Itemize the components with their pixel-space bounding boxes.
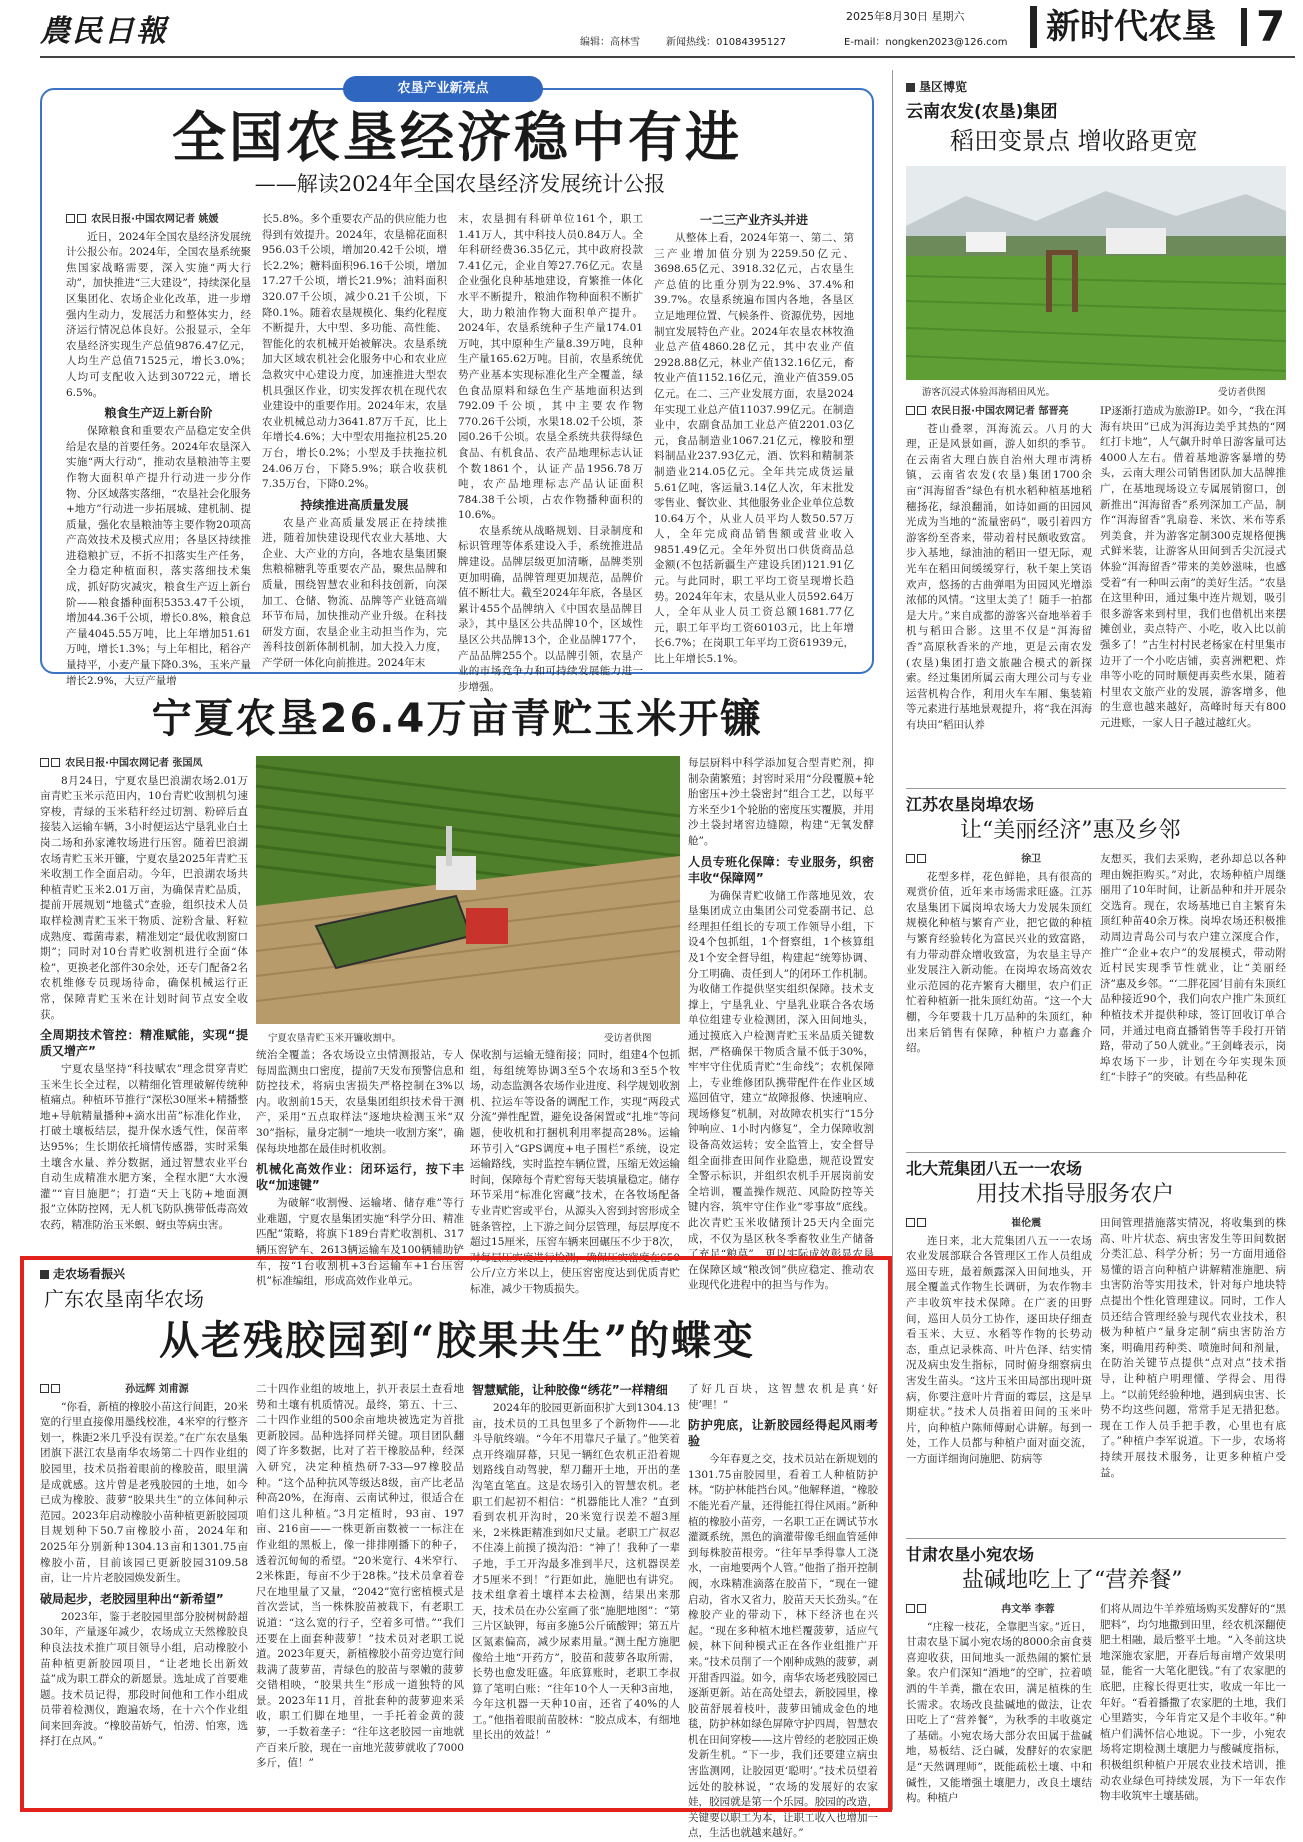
guangdong-heading-protect: 防护兜底，让新胶园经得起风雨考验 bbox=[688, 1418, 878, 1449]
ningxia-harvest-photo bbox=[256, 756, 680, 1024]
guangdong-byline: 孙远辉 刘甫源 bbox=[125, 1384, 189, 1395]
section-title: 新时代农垦 bbox=[1046, 7, 1216, 47]
guangdong-heading-smart: 智慧赋能，让种胶像“绣花”一样精细 bbox=[472, 1383, 668, 1397]
guangdong-col2-text: 二十四作业组的坡地上，扒开表层土查看地势和土壤有机质情况。最终，第五、十三、二十四作业组的500余亩地块被选定为首批更新胶园。品种选择同样关键。项目团队翻阅了许多数据，比对了若干橡胶品种，经深入研究，决定种植热研7-33—97橡胶品种。“这个品种抗风等级达8级，亩产比老品种高20%，在海南、云南试种过，很适合在咱们这儿种植。”3月定植时，93亩、197亩、216亩——一株更新亩数被一一标注在作业组的黑板上，像一排排刚播下的种子，透着沉甸甸的希望。“20米宽行、4米窄行、2米株距，每亩不少于28株。”技术员拿着卷尺在地里量了又量，“2042”宽行密植模式是首次尝试，当一株株胶苗被栽下，有老职工说道：“这么宽的行子，空着多可惜。”“我们还要在上面套种菠萝！”技术员对老职工说道。2023年夏天，新植橡胶小苗旁边宽行间栽满了菠萝苗，青绿色的胶苗与翠嫩的菠萝交错相映，“胶果共生”形成一道独特的风景。2023年11月，首批套种的菠萝迎来采收，职工们脚在地里，一手托着金黄的菠萝，一手数着垄子：“往年这老胶园一亩地就产百来斤胶，现在一亩地光菠萝就收了7000多斤，值！” bbox=[256, 1383, 464, 1770]
contact-email[interactable]: E-mail：nongken2023@126.com bbox=[844, 37, 1008, 48]
page-number: 7 bbox=[1256, 2, 1286, 51]
gansu-column-1 bbox=[906, 1602, 1092, 1810]
guangdong-column-1 bbox=[40, 1382, 248, 1802]
guangdong-col4b-text: 今年春夏之交，技术员站在新规划的1301.75亩胶园里，看着工人种植防护林。“防护林能挡台风。”他解释道，“橡胶不能光看产量，还得能扛得住风雨。”新种植的橡胶小苗旁，一名职工正在调试节水灌溉系统，黑色的滴灌带像毛细血管延伸到每株胶苗根旁。“往年旱季得靠人工浇水，一亩地要两个人管。”他指了指开控制阀，水珠精准滴落在胶苗下，“现在一键启动，省水又省力，胶苗天天长劲头。”在橡胶产业的带动下，林下经济也在兴起。“现在多种植木地栏覆菠萝，适应气候，林下间种模式正在各作业组推广开来。”技术员削了一个刚种成熟的菠萝，剥开甜香四溢。如今，南华农场老残胶园已逐渐更新。站在高处望去，新胶园里，橡胶苗舒展着枝叶，菠萝田铺成金色的地毯，防护林如绿色屏障守护四周，智慧农机在田间穿梭——这片曾经的老胶园正焕发新生机。“下一步，我们还要建立病虫害监测网，让胶园更‘聪明’。”技术员望着远处的胶林说，“农场的发展好的农家娃，胶园就是第一个乐园。胶园的改造，关键要以职工为本，让职工收入也增加一点，生活也就越来越好。” bbox=[688, 1453, 878, 1840]
ningxia-column-2 bbox=[256, 1048, 464, 1288]
ningxia-col1b-text: 宁夏农垦坚持“科技赋农”理念贯穿青贮玉米生长全过程，以精细化管理破解传统种植痛点。种植环节推行“深松30厘米+精播整地+导航精量播种+滴水出苗”标准化作业，打破土壤板结层，提升保水透气性，保苗率达95%；生长期依托墒情传感器，实时采集土壤含水量、养分数据，通过智慧农业平台自动生成精准水肥方案，全程水肥“大水漫灌”“盲目施肥”；打造“天上飞防+地面测报”立体防控网，无人机飞防队携带低毒高效农药，精准防治玉米螟、蚜虫等病虫害。 bbox=[40, 1063, 248, 1232]
gansu-byline: 冉文举 李蓉 bbox=[1001, 1604, 1055, 1615]
beidahuang-title: 用技术指导服务农户 bbox=[976, 1182, 1175, 1207]
ningxia-column-4 bbox=[688, 756, 874, 1292]
masthead bbox=[0, 0, 1303, 58]
jiangsu-column-1 bbox=[906, 852, 1092, 1148]
lead-col2-text: 长5.8%。多个重要农产品的供应能力也得到有效提升。2024年，农垦棉花面积956.03千公顷，增加20.42千公顷，增长2.2%；糖料面积96.16千公顷，增加17.27千公顷，增长21.9%；油料面积320.07千公顷，减少0.21千公顷，下降0.1%。随着农垦规模化、集约化程度不断提升，大中型、多功能、高性能、智能化的农机械开始被解决。农垦系统加大区域农机社会化服务中心和农业应急救灾中心建设力度，加速推进大型农机具强区作业，切实发挥农机在现代农业建设中的重要作用。2024年末，农垦农业机械总动力3641.87万千瓦，比上年增长4.6%；大中型农用拖拉机25.20万台，增长0.2%；小型及手扶拖拉机24.06万台，下降5.9%；联合收获机7.35万台，下降0.2%。 bbox=[262, 213, 447, 491]
yunnan-column-1 bbox=[906, 404, 1092, 782]
gansu-column-2 bbox=[1100, 1602, 1286, 1810]
guangdong-col3-text: 2024年的胶园更新面积扩大到1304.13亩，技术员的工具包里多了个新物件——北斗导航终端。“今年不用靠尺子量了。”他笑着点开终端屏幕，只见一辆红色农机正沿着规划路线自动驾驶，犁刀翻开土地，开出的垄沟笔直笔直。这是农场引入的智慧农机。老职工们起初不相信：“机器能比人准？”直到看到农机开沟时，20米宽行误差不超3厘米，2米株距精准到如尺丈量。老职工广叔忍不住凑上前摸了摸沟沿：“神了！我种了一辈子地，手工开沟最多准到半尺，这机器误差才5厘米不到！”行距如此，施肥也有讲究。技术组拿着土壤样本去检测，结果出来那天，技术员在办公室画了张“施肥地图”：“第三片区缺钾，每亩多施5公斤硫酸钾；第五片区氮素偏高，减少尿素用量。”测土配方施肥像给土地“开药方”，胶苗和菠萝各取所需，长势也愈发旺盛。年底算账时，老职工李叔算了笔明白账：“往年10个人一天种3亩地，今年这机器一天种10亩，还省了40%的人工。”他指着眼前苗胶林：“胶点成本，有细地里长出的效益！” bbox=[472, 1402, 680, 1742]
beidahuang-top-rule bbox=[906, 1152, 1286, 1153]
beidahuang-col2-text: 田间管理措施落实情况，将收集到的株高、叶片状态、病虫害发生等田间数据分类汇总、科学分析；另一方面用通俗易懂的语言向种植户讲解精准施肥、病虫害防治等实用技术，针对每户地块特点提出个性化管理建议。同时，工作人员还结合管理经验与现代农业技术，积极为种植户“量身定制”病虫害防治方案，明确用药种类、喷施时间和剂量，在防治关键节点提供“点对点”技术指导，让种植户明理懂、学得会、用得上。“以前凭经验种地，遇到病虫害、长势不均这些问题，常常手足无措犯愁。现在工作人员手把手教，心里也有底了。”种植户李军说道。下一步，农场将持续开展技术服务，让更多种植户受益。 bbox=[1100, 1217, 1286, 1479]
yunnan-col1-text: 苍山叠翠，洱海流云。八月的大理，正是风景如画，游人如织的季节。在云南省大理白族自治州大理市湾桥镇，云南省农发(农垦)集团1700余亩“洱海留香”绿色有机水稻种植基地稻穗扬花，绿浪翻涌，如诗如画的田园风光成为当地的“流量密码”，吸引着四方游客纷至沓来，带动着村民颇收致富。步入基地，绿油油的稻田一望无际，观光车在稻田间缓缓穿行，秋千架上笑语欢声，悠扬的古曲弹唱为田园风光增添浓郁的风情。“这里太美了！随手一拍都是大片。”来自成都的游客兴奋地举着手机与稻田合影。这里不仅是“洱海留香”高原秋香米的产地，更是云南农发(农垦)集团打造文旅融合模式的新探索。经过集团所属云南大理公司与专业运营机构合作，利用火车车厢、集装箱等元素进行基地景观提升，将“我在洱海有块田”稻田认养 bbox=[906, 422, 1092, 731]
guangdong-tag: 走农场看振兴 bbox=[40, 1265, 200, 1283]
lead-col1b-text: 保障粮食和重要农产品稳定安全供给是农垦的首要任务。2024年农垦深入实施“两大行动”，推动农垦粮油等主要作物大面积单产提升行动进一步分作物、分区域落实落细，“农垦社会化服务+地方”行动进一步拓展城、建机制、提质量，强化农垦粮油等主要作物20项高产高效技术及模式应用；各垦区持续推进稳粮扩豆，不折不扣落实生产任务，全力稳定种植面积，落实落细技术集成，抓好防灾减灾，粮食生产迈上新台阶——粮食播种面积5353.47千公顷，增加44.36千公顷，增长0.8%，粮食总产量4045.55万吨，比上年增加51.61万吨，增长1.3%；与上年相比，稻谷产量持平，小麦产量下降0.3%，玉米产量增长2.9%，大豆产量增 bbox=[66, 425, 251, 687]
ningxia-photo-caption: 宁夏农垦青贮玉米开镰收割中。 bbox=[268, 1033, 402, 1044]
issue-date: 2025年8月30日 星期六 bbox=[846, 10, 965, 23]
lead-heading-industry: 一二三产业齐头并进 bbox=[699, 213, 808, 227]
guangdong-kicker: 广东农垦南华农场 bbox=[44, 1287, 204, 1311]
yunnan-kicker: 云南农发(农垦)集团 bbox=[906, 102, 1058, 122]
lead-heading-quality: 持续推进高质量发展 bbox=[300, 497, 409, 512]
ningxia-column-3 bbox=[470, 1048, 680, 1295]
yunnan-column-2 bbox=[1100, 404, 1286, 782]
guangdong-column-4 bbox=[688, 1382, 878, 1840]
lead-title: 全国农垦经济稳中有进 bbox=[172, 106, 742, 169]
beidahuang-column-2 bbox=[1100, 1216, 1286, 1534]
masthead-rule bbox=[40, 56, 1295, 58]
lead-byline: 农民日报·中国农网记者 姚媛 bbox=[91, 214, 219, 225]
ningxia-col4b-text: 为确保青贮收储工作落地见效，农垦集团成立由集团公司党委副书记、总经理担任组长的专项工作领导小组，下设4个包抓组，1个督察组，1个核算组及1个安全督导组，构建起“统筹协调、分工明确、责任到人”的闭环工作机制。为收储工作提供坚实组织保障。技术支撑上，宁垦乳业、宁垦乳业联合各农场单位组建专业检测团，深入田间地头，通过摸底入户检测青贮玉米品质关键数据，严格确保干物质含量不低于30%，牢牢守住优质青贮“生命线”；农机保障上，专业维修团队携带配件在作业区域巡回值守，建立“故障报修、快速响应、现场修复”机制，对故障农机实行“15分钟响应、1小时内修复”，全力保障收割设备高效运转；安全监管上，安全督导组全面排查田间作业隐患，规范设置安全警示标识，并组织农机手开展岗前安全培训，覆盖操作规范、风险防控等关键内容，筑牢守住作业“零事故”底线。此次青贮玉米收储预计25天内全面完成，不仅为垦区秋冬季畜牧业生产储备了充足“粮草”，更以实际成效彰显农垦在保障区域“粮改饲”供应稳定、推动农业现代化进程中的担当与作为。 bbox=[688, 889, 874, 1292]
ningxia-byline: 农民日报·中国农网记者 张国凤 bbox=[65, 758, 203, 769]
lead-column-4 bbox=[654, 212, 854, 664]
lead-subtitle: ——解读2024年全国农垦经济发展统计公报 bbox=[254, 172, 666, 196]
gansu-title: 盐碱地吃上了“营养餐” bbox=[962, 1568, 1183, 1593]
gansu-col2-text: 们将从周边牛羊养殖场购买发酵好的“黑肥料”，均匀地撒到田里，经农机深翻使肥土相融，最后整平土地。“入冬前这块地深施农家肥，开春后每亩增产效果明显，能省一大笔化肥钱。”有了农家肥的底肥，庄稼长得更壮实，收成一年比一年好。“看着播撒了农家肥的土地，我们心里踏实，今年肯定又是个丰收年。”种植户们满怀信心地说。下一步，小宛农场将定期检测土壤肥力与酸碱度指标，积极组织种植户开展农业技术培训，推动农业绿色可持续发展，为下一年农作物丰收筑牢土壤基础。 bbox=[1100, 1603, 1286, 1803]
ningxia-heading-tech: 全周期技术管控：精准赋能，实现“提质又增产” bbox=[40, 1028, 248, 1059]
lead-col2b-text: 农垦产业高质量发展正在持续推进，随着加快建设现代农业大基地、大企业、大产业的方向，各地农垦集团聚焦粮棉糖乳等重要农产品，聚焦品牌和质量，围绕智慧农业和科技创新，向深加工、仓储、物流、品牌等产业链高端环节布局，加快推动产业升级。在科技研发方面，农垦企业主动担当作为，完善科技创新体制机制，加大投入力度，产学研一体化向前推进。2024年末 bbox=[262, 516, 447, 670]
jiangsu-byline: 徐卫 bbox=[1021, 854, 1042, 865]
jiangsu-col1-text: 花型多样，花色鲜艳，具有很高的观赏价值，近年来市场需求旺盛。江苏农垦集团下属岗埠农场大力发展朱顶红规模化种植与繁育产业，把它做的种植与繁育经验转化为富民兴业的致富路，有力带动群众增收致富，为农垦主导产业发展注入新动能。在岗埠农场高效农业示范园的花卉繁育大棚里，农户们正忙着种植新一批朱顶红幼苗。“这一个大棚，今年要栽十几万品种的朱顶红，种出来后销售有保障，种植户力嘉鑫介绍。 bbox=[906, 870, 1092, 1055]
gansu-col1-text: “庄稼一枝花，全靠肥当家。”近日，甘肃农垦下属小宛农场的8000余亩食葵喜迎收获，田间地头一派热闹的繁忙景象。农户们深知“酒地”的空旷，拉着喷洒的牛羊粪，撒在农田，满足植株的生长需求。农场改良盐碱地的做法，让农田吃上了“营养餐”，为秋季的丰收奠定了基础。小宛农场大部分农田属于盐碱地，易板结、泛白碱，发酵好的农家肥是“天然调理师”，既能疏松土壤、中和碱性，又能增强土壤肥力，改良土壤结构。种植户 bbox=[906, 1620, 1092, 1805]
guangdong-col1b-text: 2023年，鉴于老胶园里部分胶树树龄超30年，产量逐年减少，农场成立天然橡胶良种良法技术推广项目领导小组，启动橡胶小苗种植更新胶园项目，“让老地长出新效益”成为职工群众的新愿景。选址成了首要难题。技术员记得，那段时间他和工作小组成员带着检测仪，跑遍农场，在十六个作业组间来回奔波。“橡胶苗娇气，怕涝、怕寒，选择打在点风。” bbox=[40, 1610, 248, 1748]
yunnan-photo-credit: 受访者供图 bbox=[1218, 387, 1266, 398]
guangdong-column-3 bbox=[472, 1382, 680, 1802]
jiangsu-column-2 bbox=[1100, 852, 1286, 1148]
editor-credit: 编辑：高林雪 bbox=[580, 37, 640, 48]
ningxia-col1-text: 8月24日，宁夏农垦巴浪湖农场2.01万亩青贮玉米示范田内，10台青贮收割机匀速穿梭，青绿的玉米秸秆经过切割、粉碎后直接装入运输车辆，3小时便运达宁垦乳业白土岗二场和孙家滩牧场进行压窖。随着巴浪湖农场青贮玉米开镰，宁夏农垦2025年青贮玉米收割工作全面启动。今年，巴浪湖农场共种植青贮玉米2.01万亩，为确保青贮品质，提前开展规划“地毯式”查验，组织技术人员取样检测青贮玉米干物质、淀粉含量、籽粒成熟度、霉菌毒素，精准划定“最优收割窗口期”；同时对10台青贮收割机进行全面“体检”，更换老化部件30余处，还专门配备2名农机维修专员现场待命，确保机械运行正常，保障青贮玉米在计划时间节点安全收获。 bbox=[40, 774, 248, 1021]
gansu-top-rule bbox=[906, 1538, 1286, 1539]
guangdong-col4-text: 了好几百块，这智慧农机是真‘好使’哩！” bbox=[688, 1383, 878, 1411]
lead-column-2 bbox=[262, 212, 447, 670]
lead-column-1 bbox=[66, 212, 251, 687]
page-number-divider bbox=[1241, 8, 1247, 46]
guangdong-heading-start: 破局起步，老胶园里种出“新希望” bbox=[40, 1591, 224, 1606]
yunnan-col2-text: IP逐渐打造成为旅游IP。如今，“我在洱海有块田”已成为洱海边美乎其热的“网红打卡地”，人气飙升时单日游客量可达4000人左右。借着基地游客暴增的势头，云南大理公司销售团队加大品牌推广，在基地现场设立专属展销窗口，创新推出“洱海留香”系列深加工产品，制作“洱海留香”乳扇卷、米饮、米布等系列美食，并为游客定制300克规格便携式鲜米装，让游客从田间到舌尖沉浸式体验“洱海留香”带来的美妙滋味，也感受着“有一种叫云南”的美好生活。“农垦在这里种田，通过集中连片规划，吸引很多游客来到村里，我们也借机出来摆摊创业，卖点特产、小吃，收入比以前强多了！”古生村村民老杨家在村里集市边开了一个小吃店铺，卖喜洲粑粑、炸串等小吃的同时顺便再卖些水果，随着村里农文旅产业的发展，游客增多，他的生意也越来越好，高峰时每天有800元进账，一家人日子越过越红火。 bbox=[1100, 405, 1286, 729]
ningxia-column-1 bbox=[40, 756, 248, 1254]
beidahuang-byline: 崔伦震 bbox=[1011, 1218, 1042, 1229]
news-hotline: 新闻热线：01084395127 bbox=[666, 37, 786, 48]
ningxia-title: 宁夏农垦26.4万亩青贮玉米开镰 bbox=[151, 696, 763, 742]
beidahuang-kicker: 北大荒集团八五一一农场 bbox=[906, 1159, 1083, 1178]
lead-tag: 农垦产业新亮点 bbox=[343, 76, 543, 102]
ningxia-photo-credit: 受访者供图 bbox=[604, 1033, 652, 1044]
lead-col3b-text: 农垦系统从战略规划、目录制度和标识管理等体系建设入手，系统推进品牌建设。品牌层级更加清晰，品牌类别更加明确，品牌管理更加规范，品牌价值不断壮大。截至2024年年底，各垦区累计455个品牌纳入《中国农垦品牌目录》，其中垦区公共品牌10个，区域性垦区公共品牌13个，企业品牌177个，产品品牌255个。以品牌引领，农垦产业的市场竞争力和可持续发展能力进一步增强。 bbox=[458, 524, 643, 693]
jiangsu-col2-text: 友想买，我们去采购，老孙却总以各种理由婉拒购买。”对此，农场种植户周继丽用了10年时间，让新品种和并开展杂交选育。现在，农场基地已自主繁育朱顶红种苗40余万株。岗埠农场还积极推动周边青岛公司与农户建立深度合作，推广“企业+农户”的发展模式，带动附近村民实现季节性就业，让“美丽经济”惠及乡邻。“‘二胖花园’目前有朱顶红品种接近90个，我们向农户推广朱顶红种植技术并提供种球，签订回收订单合同，并通过电商直播销售等手段打开销路，带动了50人就业。”王剑峰表示，岗埠农场下一步，计划在今年实现朱顶红“卡脖子”的突破。有些品种花 bbox=[1100, 853, 1286, 1084]
newspaper-logo: 農民日報 bbox=[40, 14, 168, 49]
gansu-kicker: 甘肃农垦小宛农场 bbox=[906, 1545, 1035, 1564]
lead-heading-grain: 粮食生产迈上新台阶 bbox=[104, 406, 213, 421]
jiangsu-kicker: 江苏农垦岗埠农场 bbox=[906, 795, 1035, 814]
lead-col1-text: 近日，2024年全国农垦经济发展统计公报公布。2024年，全国农垦系统聚焦国家战略需要，深入实施“两大行动”，加快推进“三大建设”，持续深化垦区集团化、农场企业化改革，进一步增强内生动力，发展活力和整体实力，经济运行情况总体良好。公报显示，全年农垦经济实现生产总值9876.47亿元，人均生产总值71525元，增长3.0%；人均可支配收入达到30722元，增长6.5%。 bbox=[66, 230, 251, 399]
beidahuang-col1-text: 连日来，北大荒集团八五一一农场农业发展部联合各管理区工作人员组成巡田专班，最着颇露深入田间地头，开展全覆盖式作物生长调研，为农作物丰产丰收筑牢技术保障。在广袤的田野间，巡田人员分工协作，逐田块仔细查看玉米、大豆、水稻等作物的长势动态，重点记录株高、叶片色泽、结实情况及病虫发生指标，同时俯身细察病虫害发生苗头。“这片玉米田局部出现叶斑病，你要注意叶片背面的霉层，这是早期症状。”技术人员指着田间的玉米叶片，向种植户陈师傅耐心讲解。每到一处，工作人员都与种植户面对面交流，一方面详细询问施肥、防病等 bbox=[906, 1234, 1092, 1465]
right-column-divider bbox=[892, 70, 893, 1810]
jiangsu-top-rule bbox=[906, 788, 1286, 789]
section-divider bbox=[1030, 6, 1037, 48]
rice-field-image bbox=[906, 166, 1286, 380]
guangdong-title: 从老残胶园到“胶果共生”的蝶变 bbox=[158, 1317, 755, 1364]
yunnan-title: 稻田变景点 增收路更宽 bbox=[950, 127, 1198, 155]
lead-col4-text: 从整体上看，2024年第一、第二、第三产业增加值分别为2259.50亿元、3698.65亿元、3918.32亿元，占农垦生产总值的比重分别为22.9%、37.4%和39.7%。农垦系统遍布国内各地，各垦区立足地理位置、气候条件、资源优势，因地制宜发展特色产业。2024年农垦农林牧渔业总产值4860.28亿元，其中农业产值2928.88亿元，林业产值132.16亿元，畜牧业产值1152.16亿元，渔业产值359.05亿元。在二、三产业发展方面，农垦2024年实现工业总产值11037.99亿元。在制造业中，农副食品加工业总产值2201.03亿元，食品制造业1067.21亿元，橡胶和塑料制品业237.93亿元，酒、饮料和精制茶制造业214.05亿元。全年共完成货运量5.61亿吨，客运量3.14亿人次，年末批发零售业、餐饮业、其他服务业企业单位总数10.64万个，从业人员平均人数50.57万人，全年完成商品销售额或营业收入9851.49亿元。全年外贸出口供货商品总金额(不包括新疆生产建设兵团)121.91亿元。与此同时，职工平均工资呈现增长趋势。2024年年末，农垦从业人员592.64万人，全年从业人员工资总额1681.77亿元，职工年平均工资60103元，比上年增长6.7%；在岗职工年平均工资61939元，比上年增长5.1%。 bbox=[654, 232, 854, 666]
ningxia-col2-text: 统治全覆盖；各农场设立虫情测报站，专人每周监测虫口密度，提前7天发布预警信息和防控技术，将病虫害损失严格控制在3%以内。收割前15天，农垦集团组织技术骨干测产，采用“五点取样法”逐地块检测玉米“双30”指标，量身定制“一地块一收割方案”，确保每块地都在最佳时机收割。 bbox=[256, 1049, 464, 1155]
lead-col3-text: 末，农垦拥有科研单位161个，职工1.41万人，其中科技人员0.84万人。全年科研经费36.35亿元，其中政府投款7.41亿元，企业自筹27.76亿元。农垦企业强化良种基地建设，育繁推一体化水平不断提升，粮油作物种面积不断扩大，助力粮油作物大面积单产提升。2024年，农垦系统种子生产量174.01万吨，其中原种生产量8.39万吨，良种生产量165.62万吨。目前，农垦系统优势产业基本实现标准化生产全覆盖，绿色食品原料和绿色生产基地面积达到792.09千公顷，其中主要农作物770.26千公顷，水果18.02千公顷，茶园0.26千公顷。农垦全系统共获得绿色食品、有机食品、农产品地理标志认证个数1861个，认证产品1956.78万吨，农产品地理标志产品认证面积784.38千公顷，占农作物播种面积的10.6%。 bbox=[458, 213, 643, 522]
guangdong-column-2 bbox=[256, 1382, 464, 1802]
yunnan-byline: 农民日报·中国农网记者 郜晋亮 bbox=[931, 406, 1069, 417]
ningxia-heading-machine: 机械化高效作业：闭环运行，按下丰收“加速键” bbox=[256, 1162, 464, 1193]
yunnan-photo-caption: 游客沉浸式体验洱海稻田风光。 bbox=[922, 387, 1056, 398]
ningxia-col2b-text: 为破解“收割慢、运输堵、储存难”等行业难题，宁夏农垦集团实施“科学分田、精准匹配”策略，将旗下189台青贮收割机、317辆压窖铲车、2613辆运输车及100辆辅助铲车，按“1台收割机+3台运输车+1台压窖机”标准编组，形成高效作业单元。 bbox=[256, 1197, 464, 1288]
jiangsu-title: 让“美丽经济”惠及乡邻 bbox=[960, 818, 1181, 843]
corn-field-image bbox=[256, 756, 680, 1024]
yunnan-rice-photo bbox=[906, 166, 1286, 380]
ningxia-heading-staff: 人员专班化保障：专业服务，织密丰收“保障网” bbox=[688, 854, 874, 885]
ningxia-col4-text: 每层厨料中科学添加复合型青贮剂，抑制杂菌繁殖；封窖时采用“分段覆膜+轮胎密压+沙土袋密封”组合工艺，以每平方米至少1个轮胎的密度压实覆膜，并用沙土袋封堵窖边缝隙，构建“无氧发酵舱”。 bbox=[688, 757, 874, 847]
right-tag: 垦区博览 bbox=[906, 78, 1046, 96]
guangdong-col1-text: “你看，新植的橡胶小苗这行间距，20米宽的行里直接像用墨线校准，4米窄的行整齐划一，株距2米几乎没有误差。”在广东农垦集团旗下湛江农垦南华农场第二十四作业组的胶园里，技术员指着眼前的橡胶苗，眼里满是成就感。这片曾是老残胶园的土地，如今已成为橡胶、菠萝“胶果共生”的立体间种示范园。2023年启动橡胶小苗种植更新胶园项目规划种下50.7亩橡胶小苗，2024年和2025年分别新种1304.13亩和1301.75亩橡胶小苗，目前该园已更新胶园3109.58亩，让一片片老胶园焕发新生。 bbox=[40, 1400, 248, 1585]
beidahuang-column-1 bbox=[906, 1216, 1092, 1534]
lead-column-3 bbox=[458, 212, 643, 693]
ningxia-col3-text: 保收割与运输无缝衔接；同时，组建4个包抓组，每组统筹协调3至5个农场和3至5个牧场，动态监测各农场作业进度、科学规划收割机、拉运车等设备的调配工作，实现“两段式分流”弹性配置，避免设备闲置或“扎堆”等问题，使收机和打捆机利用率提高28%。运输环节引入“GPS调度+电子围栏”系统，设定运输路线，实时监控车辆位置，压缩无效运输时间，保障每个青贮窖每天装填量稳定。储存环节采用“标准化窖藏”技术，在各牧场配备专业青贮窖或平台，从源头入窖到封窖形成全链条管控，上下游之间分层管理，每层厚度不超过15厘米，压窖车辆来回碾压不少于8次，对每层压实度进行检测，确保压实密度在650公斤/立方米以上，使压窖密度达到优质青贮标准，减少干物质损失。 bbox=[470, 1049, 680, 1295]
